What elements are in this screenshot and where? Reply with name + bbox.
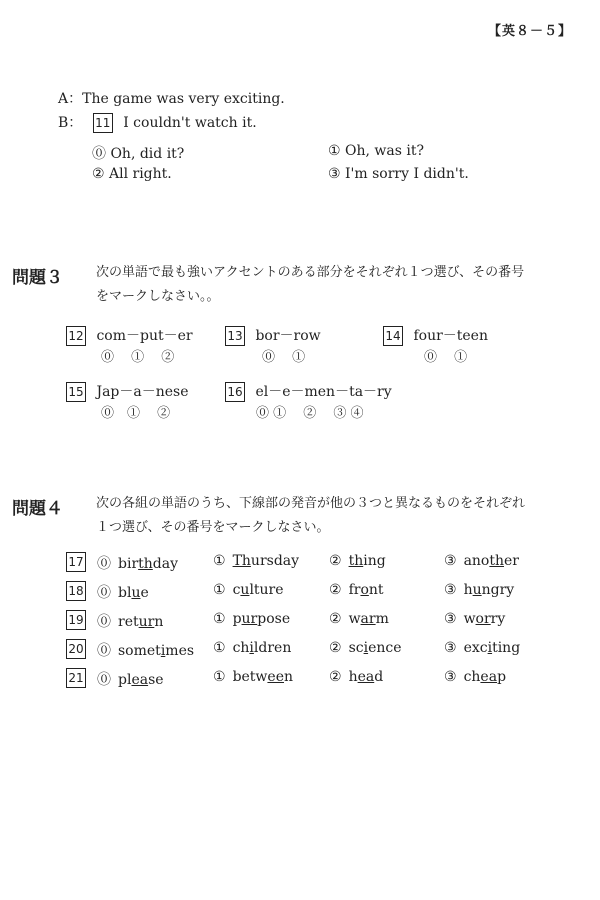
word-part: p (232, 611, 242, 627)
word-part: ry (490, 611, 506, 627)
option-number: ③ (444, 582, 457, 598)
word-part: ngry (481, 582, 515, 598)
word-part: m (375, 611, 389, 627)
underlined-part: i (160, 643, 166, 659)
q4-instruction-1: 次の各組の単語のうち、下線部の発音が他の３つと異なるものをそれぞれ (96, 496, 526, 511)
option-11-3: ③ I'm sorry I didn't. (328, 166, 469, 182)
word-part: betw (232, 669, 268, 685)
q3-item-16 (225, 381, 392, 402)
q4-option (329, 582, 384, 598)
answer-box-20: 20 (66, 639, 86, 659)
word-part: ch (232, 640, 250, 656)
word-part: n (154, 614, 164, 630)
word-part: w (348, 611, 361, 627)
word-part: ano (463, 553, 490, 569)
word-part: ldren (253, 640, 292, 656)
word-part: p (497, 669, 507, 685)
answer-box-21: 21 (66, 668, 86, 688)
option-number: ② (329, 640, 342, 656)
option-number: ② (329, 553, 342, 569)
q4-option (213, 669, 293, 685)
word-part: er (504, 553, 519, 569)
word-part: d (374, 669, 384, 685)
option-number: ① (213, 640, 226, 656)
answer-box-19: 19 (66, 610, 86, 630)
dialogue-line-b (58, 112, 257, 133)
q4-option (444, 553, 519, 569)
option-number: ⓪ (97, 672, 111, 688)
page-header: 【英８－５】 (487, 24, 572, 39)
q3-item-12 (66, 325, 193, 346)
q4-option (444, 640, 520, 656)
word-part: ursday (250, 553, 300, 569)
q4-option (213, 553, 299, 569)
q3-instruction-2: をマークしなさい。。 (96, 289, 220, 304)
q3-marks-16: ⓪ ① ② ③ ④ (256, 406, 364, 421)
underlined-part: u (131, 585, 141, 601)
underlined-part: ur (138, 614, 155, 630)
option-11-2: ② All right. (92, 166, 172, 182)
underlined-part: Th (232, 553, 251, 569)
q4-instruction-2: １つ選び、その番号をマークしなさい。 (96, 520, 330, 535)
q3-word: el－e－men－ta－ry (255, 384, 392, 400)
word-part: ret (118, 614, 139, 630)
word-part: bir (118, 556, 139, 572)
q3-word: four－teen (413, 328, 488, 344)
word-part: w (463, 611, 476, 627)
answer-box-18: 18 (66, 581, 86, 601)
q4-option (97, 669, 164, 689)
q4-option (97, 640, 194, 660)
option-number: ③ (444, 553, 457, 569)
underlined-part: i (249, 640, 254, 656)
q4-option (97, 582, 149, 602)
option-number: ① (213, 553, 226, 569)
q4-title: 問題４ (12, 499, 63, 519)
q3-item-14 (383, 325, 488, 346)
answer-box-14: 14 (383, 326, 403, 346)
word-part: pose (257, 611, 291, 627)
q4-option (444, 669, 506, 685)
underlined-part: ea (480, 669, 498, 685)
option-number: ⓪ (97, 614, 111, 630)
q4-option (444, 582, 514, 598)
q3-word: Jap－a－nese (96, 384, 189, 400)
q3-instruction-1: 次の単語で最も強いアクセントのある部分をそれぞれ１つ選び、その番号 (96, 265, 525, 280)
underlined-part: or (475, 611, 491, 627)
option-number: ③ (444, 669, 457, 685)
word-part: c (232, 582, 241, 598)
dialogue-text-b: I couldn't watch it. (123, 115, 257, 131)
word-part: ing (363, 553, 386, 569)
q4-option (444, 611, 505, 627)
q4-option (97, 611, 163, 631)
underlined-part: ea (131, 672, 149, 688)
option-number: ① (213, 611, 226, 627)
q3-marks-13: ⓪ ① (262, 350, 306, 365)
underlined-part: i (487, 640, 493, 656)
option-number: ⓪ (97, 556, 111, 572)
word-part: ence (368, 640, 402, 656)
word-part: ch (463, 669, 481, 685)
underlined-part: ar (360, 611, 376, 627)
q4-option (213, 640, 291, 656)
answer-box-13: 13 (225, 326, 245, 346)
q4-option (213, 582, 284, 598)
q3-marks-14: ⓪ ① (424, 350, 468, 365)
underlined-part: ee (267, 669, 284, 685)
word-part: mes (165, 643, 195, 659)
q3-item-15 (66, 381, 189, 402)
answer-box-15: 15 (66, 382, 86, 402)
word-part: ting (492, 640, 521, 656)
q4-option (213, 611, 290, 627)
word-part: h (348, 669, 358, 685)
word-part: bl (118, 585, 132, 601)
word-part: n (284, 669, 294, 685)
answer-box-16: 16 (225, 382, 245, 402)
word-part: se (148, 672, 164, 688)
option-11-1: ① Oh, was it? (328, 143, 424, 159)
q4-option (97, 553, 178, 573)
q3-word: com－put－er (96, 328, 193, 344)
underlined-part: u (240, 582, 250, 598)
option-number: ③ (444, 611, 457, 627)
option-11-0: ⓪ Oh, did it? (92, 146, 185, 162)
dialogue-speaker-b: B： (58, 115, 83, 131)
underlined-part: ur (241, 611, 258, 627)
answer-box-17: 17 (66, 552, 86, 572)
q4-option (329, 640, 402, 656)
option-number: ① (213, 669, 226, 685)
word-part: nt (368, 582, 384, 598)
underlined-part: ea (357, 669, 375, 685)
option-number: ⓪ (97, 585, 111, 601)
q3-item-13 (225, 325, 321, 346)
answer-box-12: 12 (66, 326, 86, 346)
q4-option (329, 669, 383, 685)
word-part: pl (118, 672, 132, 688)
underlined-part: u (472, 582, 482, 598)
word-part: lture (249, 582, 284, 598)
word-part: e (140, 585, 149, 601)
word-part: exc (463, 640, 488, 656)
underlined-part: th (489, 553, 505, 569)
option-number: ③ (444, 640, 457, 656)
word-part: somet (118, 643, 161, 659)
q3-title: 問題３ (12, 268, 63, 288)
word-part: day (152, 556, 179, 572)
word-part: fr (348, 582, 361, 598)
q4-option (329, 553, 386, 569)
word-part: sc (348, 640, 364, 656)
q4-option (329, 611, 389, 627)
option-number: ② (329, 611, 342, 627)
q3-marks-12: ⓪ ① ② (101, 350, 175, 365)
word-part: h (463, 582, 473, 598)
dialogue-line-a: A：The game was very exciting. (58, 91, 285, 107)
underlined-part: o (360, 582, 369, 598)
underlined-part: i (363, 640, 369, 656)
option-number: ⓪ (97, 643, 111, 659)
answer-box-11: 11 (93, 113, 113, 133)
q3-word: bor－row (255, 328, 321, 344)
underlined-part: th (138, 556, 153, 572)
underlined-part: th (348, 553, 364, 569)
q3-marks-15: ⓪ ① ② (101, 406, 171, 421)
option-number: ① (213, 582, 226, 598)
option-number: ② (329, 669, 342, 685)
option-number: ② (329, 582, 342, 598)
